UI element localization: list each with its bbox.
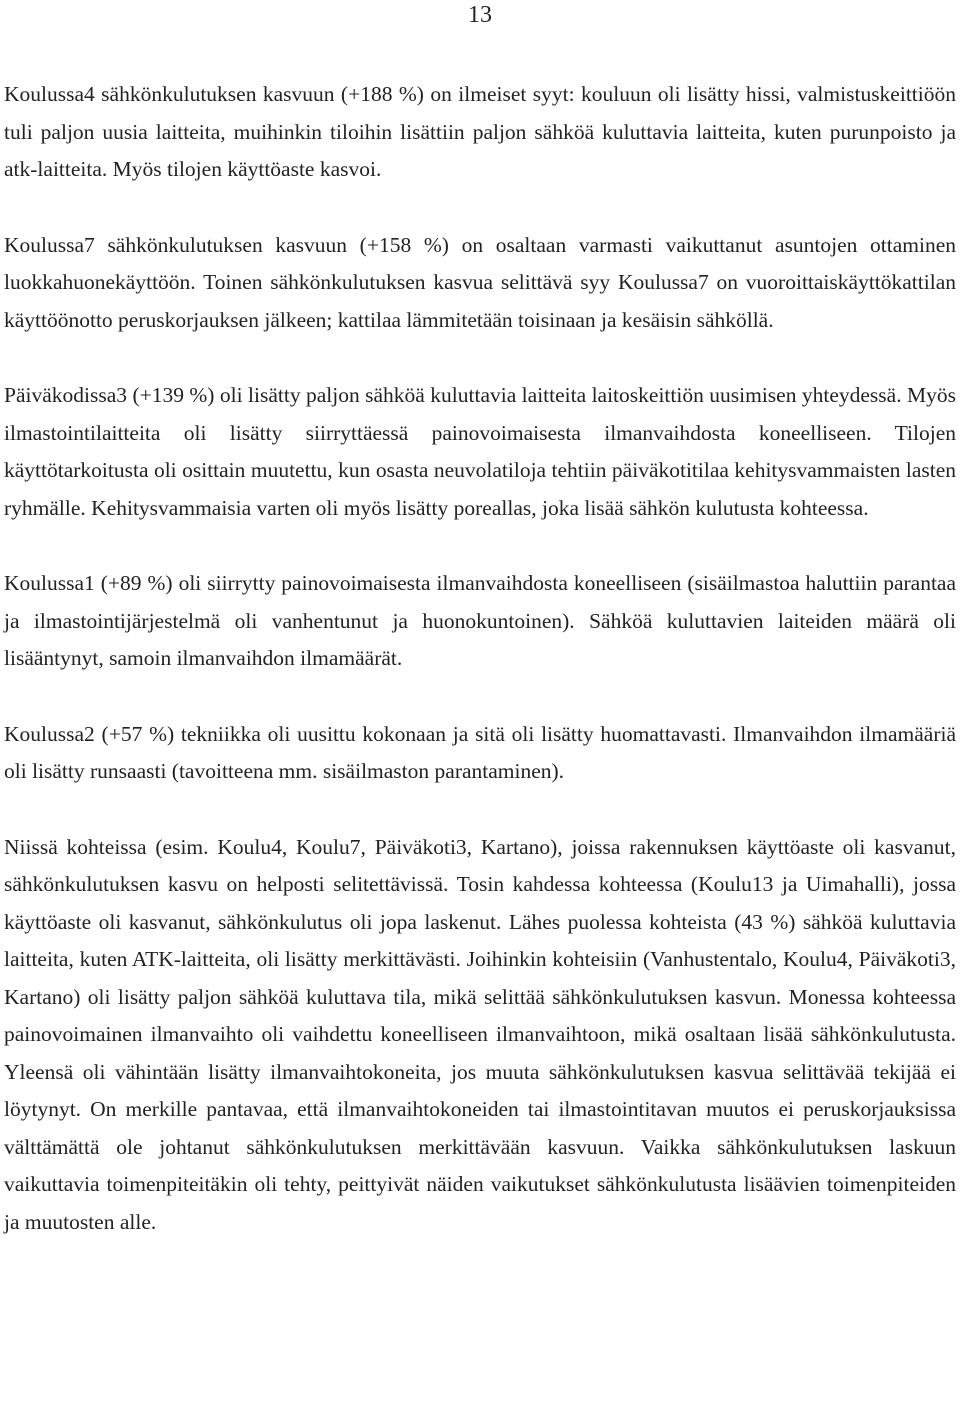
paragraph-koulu4: Koulussa4 sähkönkulutuksen kasvuun (+188 %) on ilmeiset syyt: kouluun oli lisätty hissi, valmistuskeittiöön tuli paljon uusia laitteita, muihinkin tiloihin lisättiin paljon sähköä kuluttavia laitteita, kuten purunpoisto ja atk-laitteita. Myös tilojen käyttöaste kasvoi. bbox=[4, 82, 956, 181]
paragraph-summary: Niissä kohteissa (esim. Koulu4, Koulu7, Päiväkoti3, Kartano), joissa rakennuksen käyttöaste oli kasvanut, sähkönkulutuksen kasvu on helposti selitettävissä. Tosin kahdessa kohteessa (Koulu13 ja Uimahalli), jossa käyttöaste oli kasvanut, sähkönkulutus oli jopa laskenut. Lähes puolessa kohteista (43 %) sähköä kuluttavia laitteita, kuten ATK-laitteita, oli lisätty merkittävästi. Joihinkin kohteisiin (Vanhustentalo, Koulu4, Päiväkoti3, Kartano) oli lisätty paljon sähköä kuluttava tila, mikä selittää sähkönkulutuksen kasvun. Monessa kohteessa painovoimainen ilmanvaihto oli vaihdettu koneelliseen ilmanvaihtoon, mikä osaltaan lisää sähkönkulutusta. Yleensä oli vähintään lisätty ilmanvaihtokoneita, jos muuta sähkönkulutuksen kasvua selittävää tekijää ei löytynyt. On merkille pantavaa, että ilmanvaihtokoneiden tai ilmastointitavan muutos ei peruskorjauksissa välttämättä ole johtanut sähkönkulutuksen merkittävään kasvuun. Vaikka sähkönkulutuksen laskuun vaikuttavia toimenpiteitäkin oli tehty, peittyivät näiden vaikutukset sähkönkulutusta lisäävien toimenpiteiden ja muutosten alle. bbox=[4, 834, 956, 1234]
paragraph-paivakoti3: Päiväkodissa3 (+139 %) oli lisätty paljon sähköä kuluttavia laitteita laitoskeittiön uusimisen yhteydessä. Myös ilmastointilaitteita oli lisätty siirryttäessä painovoimaisesta ilmanvaihdosta koneelliseen. Tilojen käyttötarkoitusta oli osittain muutettu, kun osasta neuvolatiloja tehtiin päiväkotitilaa kehitysvammaisten lasten ryhmälle. Kehitysvammaisia varten oli myös lisätty poreallas, joka lisää sähkön kulutusta kohteessa. bbox=[4, 383, 956, 520]
document-body bbox=[4, 76, 956, 1279]
paragraph-koulu7: Koulussa7 sähkönkulutuksen kasvuun (+158 %) on osaltaan varmasti vaikuttanut asuntojen ottaminen luokkahuonekäyttöön. Toinen sähkönkulutuksen kasvua selittävä syy Koulussa7 on vuoroittaiskäyttökattilan käyttöönotto peruskorjauksen jälkeen; kattilaa lämmitetään toisinaan ja kesäisin sähköllä. bbox=[4, 232, 956, 332]
paragraph-koulu2: Koulussa2 (+57 %) tekniikka oli uusittu kokonaan ja sitä oli lisätty huomattavasti. Ilmanvaihdon ilmamääriä oli lisätty runsaasti (tavoitteena mm. sisäilmaston parantaminen). bbox=[4, 721, 956, 783]
paragraph-koulu1: Koulussa1 (+89 %) oli siirrytty painovoimaisesta ilmanvaihdosta koneelliseen (sisäilmastoa haluttiin parantaa ja ilmastointijärjestelmä oli vanhentunut ja huonokuntoinen). Sähköä kuluttavien laiteiden määrä oli lisääntynyt, samoin ilmanvaihdon ilmamäärät. bbox=[4, 571, 956, 670]
page-number: 13 bbox=[468, 2, 492, 28]
